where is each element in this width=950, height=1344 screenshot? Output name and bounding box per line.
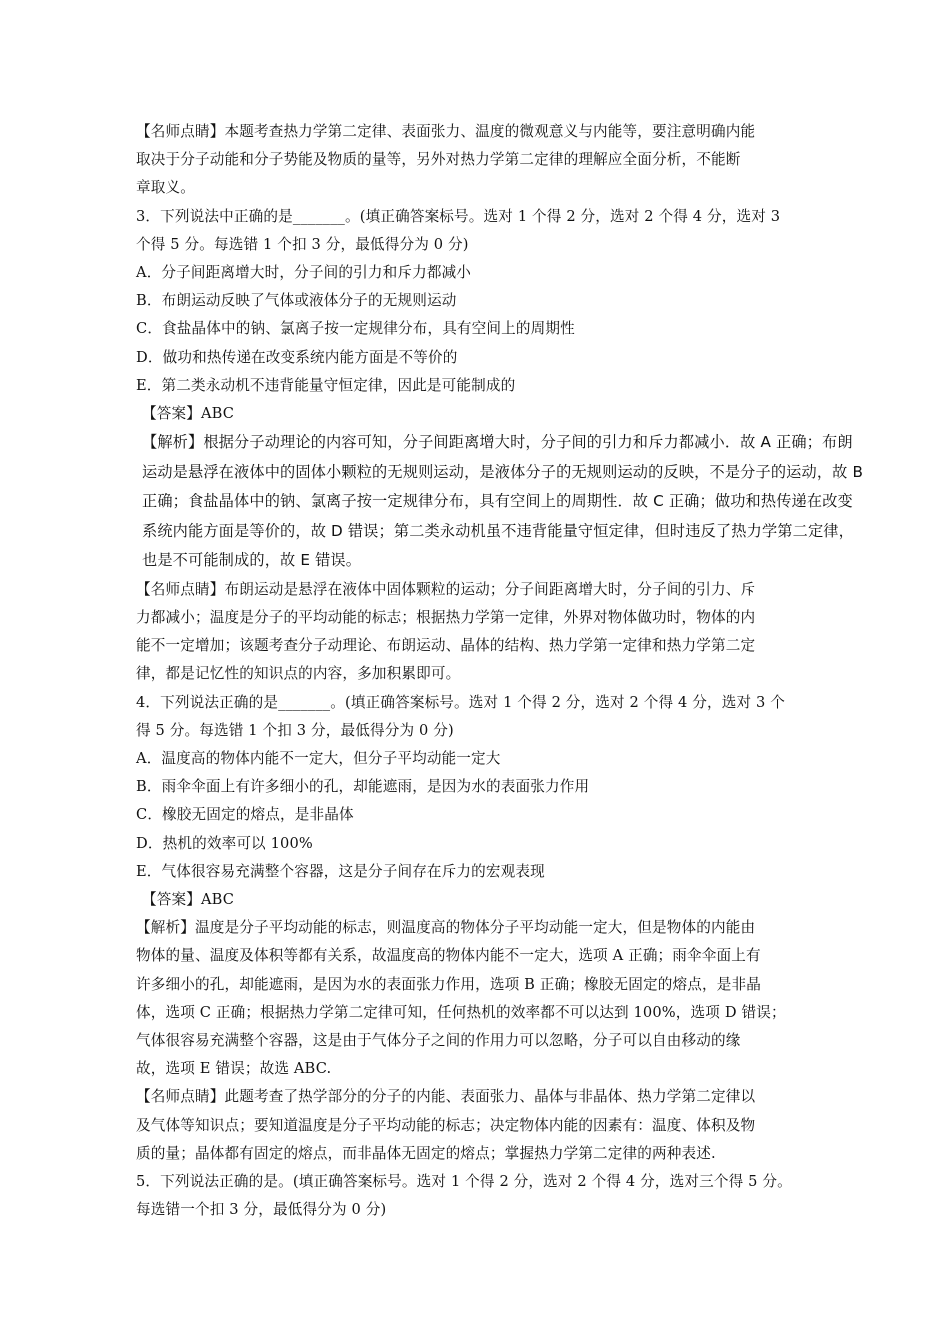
options-line: D．热机的效率可以 100% [136,834,313,852]
options-line: B．雨伞伞面上有许多细小的孔，却能遮雨，是因为水的表面张力作用 [136,778,590,796]
question-line: 3．下列说法中正确的是_______。(填正确答案标号。选对 1 个得 2 分，选对 2 个得 4 分，选对 3 [136,207,781,225]
mingshi-line: 力都减小；温度是分子的平均动能的标志；根据热力学第一定律，外界对物体做功时，物体的内 [136,608,756,626]
question-block [136,203,826,259]
options-line: A．分子间距离增大时，分子间的引力和斥力都减小 [136,264,472,282]
mingshi-line: 故，选项 E 错误；故选 ABC. [136,1060,332,1078]
mingshi-line: 体，选项 C 正确；根据热力学第二定律可知，任何热机的效率都不可以达到 100%，选项 D 错误； [136,1003,786,1021]
mingshi-line: 气体很容易充满整个容器，这是由于气体分子之间的作用力可以忽略，分子可以自由移动的缘 [136,1031,741,1049]
mingshi-block [136,1083,826,1168]
options-line: A．温度高的物体内能不一定大，但分子平均动能一定大 [136,749,501,767]
mingshi-block [136,576,826,689]
question-line: 每选错一个扣 3 分，最低得分为 0 分) [136,1201,387,1219]
mingshi-line: 【名师点睛】本题考查热力学第二定律、表面张力、温度的微观意义与内能等，要注意明确内能 [136,123,756,140]
mingshi-line: 【名师点睛】布朗运动是悬浮在液体中固体颗粒的运动；分子间距离增大时，分子间的引力、斥 [136,580,756,598]
mingshi-block [136,118,826,203]
options-block [136,259,826,400]
mingshi-line: 【解析】温度是分子平均动能的标志，则温度高的物体分子平均动能一定大，但是物体的内能由 [136,919,756,937]
options-line: C．橡胶无固定的熔点，是非晶体 [136,806,354,824]
mingshi-line: 章取义。 [136,179,195,197]
analysis-block [136,428,864,576]
answer-block [136,400,826,428]
document-page [136,118,864,1224]
options-line: E．气体很容易充满整个容器，这是分子间存在斥力的宏观表现 [136,862,545,880]
mingshi-line: 取决于分子动能和分子势能及物质的量等，另外对热力学第二定律的理解应全面分析，不能断 [136,151,741,169]
analysis-line: 系统内能方面是等价的，故 D 错误；第二类永动机虽不违背能量守恒定律，但时违反了热力学第二定律， [142,521,854,540]
question-line: 个得 5 分。每选错 1 个扣 3 分，最低得分为 0 分) [136,235,469,253]
analysis-line: 也是不可能制成的，故 E 错误。 [142,551,362,570]
answer-block [136,886,826,914]
answer-line: 【答案】ABC [142,405,235,423]
question-line: 5．下列说法正确的是。(填正确答案标号。选对 1 个得 2 分，选对 2 个得 4 分，选对三个得 5 分。 [136,1173,792,1190]
mingshi-line: 质的量；晶体都有固定的熔点，而非晶体无固定的熔点；掌握热力学第二定律的两种表述. [136,1144,716,1162]
analysis-line: 正确；食盐晶体中的钠、氯离子按一定规律分布，具有空间上的周期性．故 C 正确；做功和热传递在改变 [142,492,853,511]
options-line: D．做功和热传递在改变系统内能方面是不等价的 [136,348,458,366]
analysis-line: 【解析】根据分子动理论的内容可知，分子间距离增大时，分子间的引力和斥力都减小．故 A 正确；布朗 [142,433,853,452]
mingshi-line: 及气体等知识点；要知道温度是分子平均动能的标志；决定物体内能的因素有：温度、体积及物 [136,1116,756,1134]
mingshi-line: 能不一定增加；该题考查分子动理论、布朗运动、晶体的结构、热力学第一定律和热力学第二定 [136,637,756,655]
mingshi-block [136,914,826,1083]
options-line: B．布朗运动反映了气体或液体分子的无规则运动 [136,292,457,310]
mingshi-line: 物体的量、温度及体积等都有关系，故温度高的物体内能不一定大，选项 A 正确；雨伞伞面上有 [136,947,761,965]
options-line: C．食盐晶体中的钠、氯离子按一定规律分布，具有空间上的周期性 [136,320,575,338]
mingshi-line: 律，都是记忆性的知识点的内容，多加积累即可。 [136,665,461,683]
question-line: 4．下列说法正确的是_______。(填正确答案标号。选对 1 个得 2 分，选对 2 个得 4 分，选对 3 个 [136,693,786,711]
mingshi-line: 【名师点睛】此题考查了热学部分的分子的内能、表面张力、晶体与非晶体、热力学第二定律以 [136,1088,756,1106]
options-block [136,745,826,886]
question-block [136,689,826,745]
analysis-line: 运动是悬浮在液体中的固体小颗粒的无规则运动，是液体分子的无规则运动的反映，不是分子的运动，故 B [142,462,864,481]
question-block [136,1168,826,1224]
options-line: E．第二类永动机不违背能量守恒定律，因此是可能制成的 [136,376,516,394]
answer-line: 【答案】ABC [142,890,235,908]
question-line: 得 5 分。每选错 1 个扣 3 分，最低得分为 0 分) [136,721,454,739]
mingshi-line: 许多细小的孔，却能遮雨，是因为水的表面张力作用，选项 B 正确；橡胶无固定的熔点，是非晶 [136,975,761,993]
